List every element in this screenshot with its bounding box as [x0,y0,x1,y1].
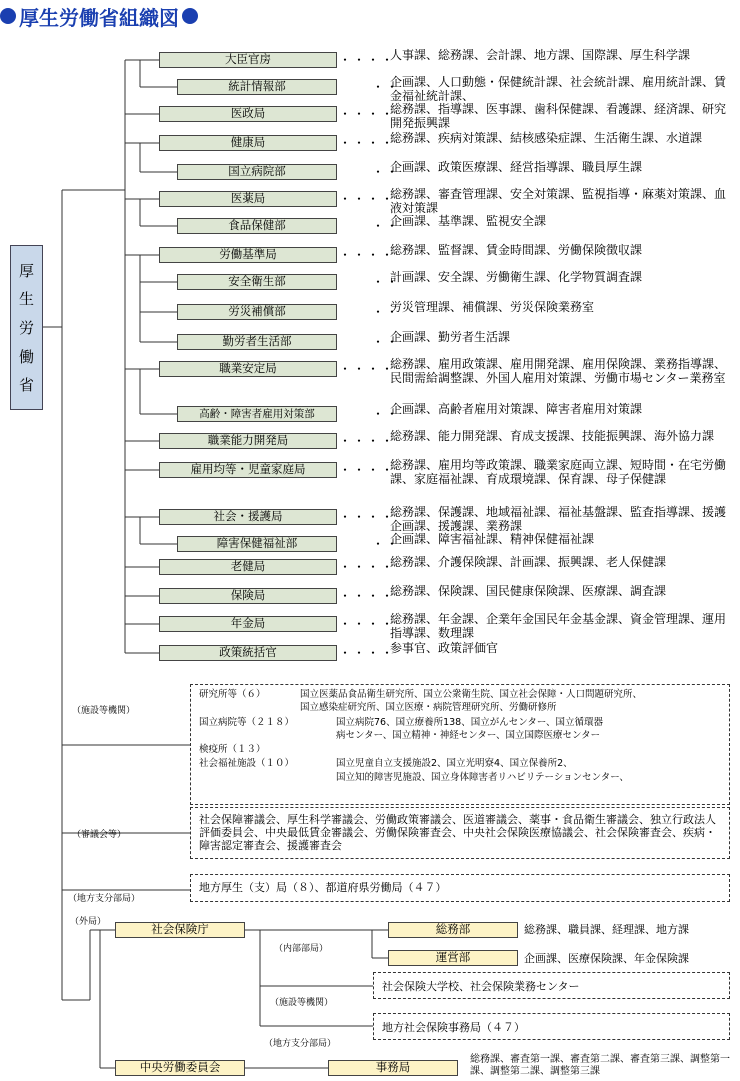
regional-label: （地方支分部局） [68,894,141,904]
operations-desc: 企画課、医療保険課、年金保険課 [524,952,689,965]
bureau-desc: 計画課、安全課、労働衛生課、化学物質調査課 [390,270,643,284]
facility-head: 国立病院等（２１８） [199,717,295,728]
facility-list: 国立感染症研究所、国立医療・病院管理研究所、労働研修所 [300,702,557,713]
bureau-desc: 企画課、基準課、監視安全課 [390,214,547,228]
facility-head: 検疫所（１３） [199,744,266,755]
facility-list: 国立知的障害児施設、国立身体障害者リハビリテーションセンター、 [336,772,629,783]
bureau-desc: 総務課、指導課、医事課、歯科保健課、看護課、経済課、研究開発振興課 [390,102,727,130]
bureau-box[interactable]: 職業能力開発局 [159,433,337,449]
bureau-box[interactable]: 年金局 [159,616,337,632]
external-label: （外局） [70,917,107,927]
leader-dots: ・・・・ [339,463,396,477]
bureau-box[interactable]: 勤労者生活部 [177,334,337,350]
bureau-desc: 総務課、介護保険課、計画課、振興課、老人保健課 [390,555,667,569]
bureau-desc: 企画課、障害福祉課、精神保健福祉課 [390,532,595,546]
bureau-box[interactable]: 国立病院部 [177,164,337,180]
bureau-desc: 労災管理課、補償課、労災保険業務室 [390,300,595,314]
bureau-desc: 総務課、審査管理課、安全対策課、監視指導・麻薬対策課、血液対策課 [390,187,727,215]
bureau-box[interactable]: 大臣官房 [159,52,337,68]
leader-dots: ・・ [372,275,401,289]
bureau-box[interactable]: 安全衛生部 [177,274,337,290]
bureau-box[interactable]: 政策統括官 [159,645,337,661]
leader-dots: ・・・・ [339,107,396,121]
bureau-desc: 参事官、政策評価官 [390,641,499,655]
operations-dept-box[interactable]: 運営部 [388,950,518,966]
leader-dots: ・・ [372,219,401,233]
leader-dots: ・・ [372,335,401,349]
external-regional-label: （地方支分部局） [264,1039,337,1049]
facilities-label: （施設等機関） [72,706,136,716]
bureau-box[interactable]: 社会・援護局 [159,509,337,525]
bureau-desc: 総務課、能力開発課、育成支援課、技能振興課、海外協力課 [390,429,715,443]
leader-dots: ・・・・ [339,136,396,150]
leader-dots: ・・・・ [339,53,396,67]
facility-list: 国立病院76、国立療養所138、国立がんセンター、国立循環器 [336,717,603,728]
root-char: 生 [18,290,34,309]
root-char: 働 [18,347,34,366]
bureau-desc: 総務課、監督課、賃金時間課、労働保険徴収課 [390,243,643,257]
bureau-box[interactable]: 職業安定局 [159,361,337,377]
facility-head: 社会福祉施設（１０） [199,758,295,769]
facility-list: 国立児童自立支援施設2、国立光明寮4、国立保養所2、 [336,758,573,769]
bureau-desc: 総務課、年金課、企業年金国民年金基金課、資金管理課、運用指導課、数理課 [390,612,727,640]
leader-dots: ・・・・ [339,362,396,376]
leader-dots: ・・・・ [339,560,396,574]
bureau-desc: 総務課、保険課、国民健康保険課、医療課、調査課 [390,584,667,598]
bureau-desc: 企画課、人口動態・保健統計課、社会統計課、雇用統計課、賃金福祉統計課、 [390,75,727,103]
root-char: 厚 [18,261,34,280]
bureau-box[interactable]: 食品保健部 [177,218,337,234]
root-box-mhlw[interactable] [10,245,43,410]
leader-dots: ・・ [372,80,401,94]
bureau-desc: 企画課、勤労者生活課 [390,330,511,344]
facility-head: 研究所等（６） [199,689,266,700]
social-insurance-agency-box[interactable]: 社会保険庁 [115,922,245,938]
regional-text: 地方厚生（支）局（８）、都道府県労働局（４７） [199,881,447,894]
leader-dots: ・・・・ [339,589,396,603]
leader-dots: ・・・・ [339,434,396,448]
leader-dots: ・・ [372,165,401,179]
internal-bureaus-label: （内部部局） [274,944,329,954]
councils-text: 社会保障審議会、厚生科学審議会、労働政策審議会、医道審議会、薬事・食品衛生審議会、独立行政法人評価委員会、中央最低賃金審議会、労働保険審査会、中央社会保険医療協議会、社会保険審査会、疾病・障害認定審査会、援護審査会 [199,813,716,852]
leader-dots: ・・ [372,407,401,421]
secretariat-desc: 総務課、審査第一課、審査第二課、審査第三課、調整第一課、調整第二課、調整第三課 [470,1054,730,1077]
general-affairs-desc: 総務課、職員課、経理課、地方課 [524,923,689,936]
bureau-box[interactable]: 健康局 [159,135,337,151]
bureau-desc: 企画課、政策医療課、経営指導課、職員厚生課 [390,160,643,174]
bureau-box[interactable]: 労働基準局 [159,247,337,263]
leader-dots: ・・ [372,305,401,319]
bureau-box[interactable]: 障害保健福祉部 [177,536,337,552]
bureau-desc: 総務課、雇用政策課、雇用開発課、雇用保険課、業務指導課、民間需給調整課、外国人雇用対策課、労働市場センター業務室 [390,357,727,385]
leader-dots: ・・・・ [339,510,396,524]
root-char: 労 [18,318,34,337]
bureau-box[interactable]: 保険局 [159,588,337,604]
secretariat-box[interactable]: 事務局 [328,1060,458,1076]
bureau-box[interactable]: 雇用均等・児童家庭局 [159,462,337,478]
root-char: 省 [18,376,34,395]
bureau-desc: 総務課、雇用均等政策課、職業家庭両立課、短時間・在宅労働課、家庭福祉課、育成環境課、保育課、母子保健課 [390,458,727,486]
general-affairs-dept-box[interactable]: 総務部 [388,922,518,938]
bureau-box[interactable]: 医政局 [159,106,337,122]
leader-dots: ・・・・ [339,617,396,631]
bureau-box[interactable]: 医薬局 [159,191,337,207]
bureau-box[interactable]: 高齢・障害者雇用対策部 [177,406,337,422]
leader-dots: ・・ [372,537,401,551]
leader-dots: ・・・・ [339,646,396,660]
bureau-box[interactable]: 労災補償部 [177,304,337,320]
bureau-box[interactable]: 老健局 [159,559,337,575]
leader-dots: ・・・・ [339,192,396,206]
facility-list: 病センター、国立精神・神経センター、国立国際医療センター [336,730,601,741]
bureau-desc: 企画課、高齢者雇用対策課、障害者雇用対策課 [390,402,643,416]
bureau-desc: 人事課、総務課、会計課、地方課、国際課、厚生科学課 [390,48,691,62]
bureau-desc: 総務課、保護課、地域福祉課、福祉基盤課、監査指導課、援護企画課、援護課、業務課 [390,505,727,533]
central-labour-committee-box[interactable]: 中央労働委員会 [115,1060,245,1076]
external-facilities-label: （施設等機関） [270,998,334,1008]
leader-dots: ・・・・ [339,248,396,262]
facility-list: 国立医薬品食品衛生研究所、国立公衆衛生院、国立社会保障・人口問題研究所、 [300,689,643,700]
councils-label: （審議会等） [72,830,127,840]
title-text: 厚生労働省組織図 [19,5,179,30]
bureau-desc: 総務課、疾病対策課、結核感染症課、生活衛生課、水道課 [390,131,703,145]
external-regional-text: 地方社会保険事務局（４７） [382,1021,525,1034]
external-facilities-text: 社会保険大学校、社会保険業務センター [382,980,580,993]
bureau-box[interactable]: 統計情報部 [177,79,337,95]
